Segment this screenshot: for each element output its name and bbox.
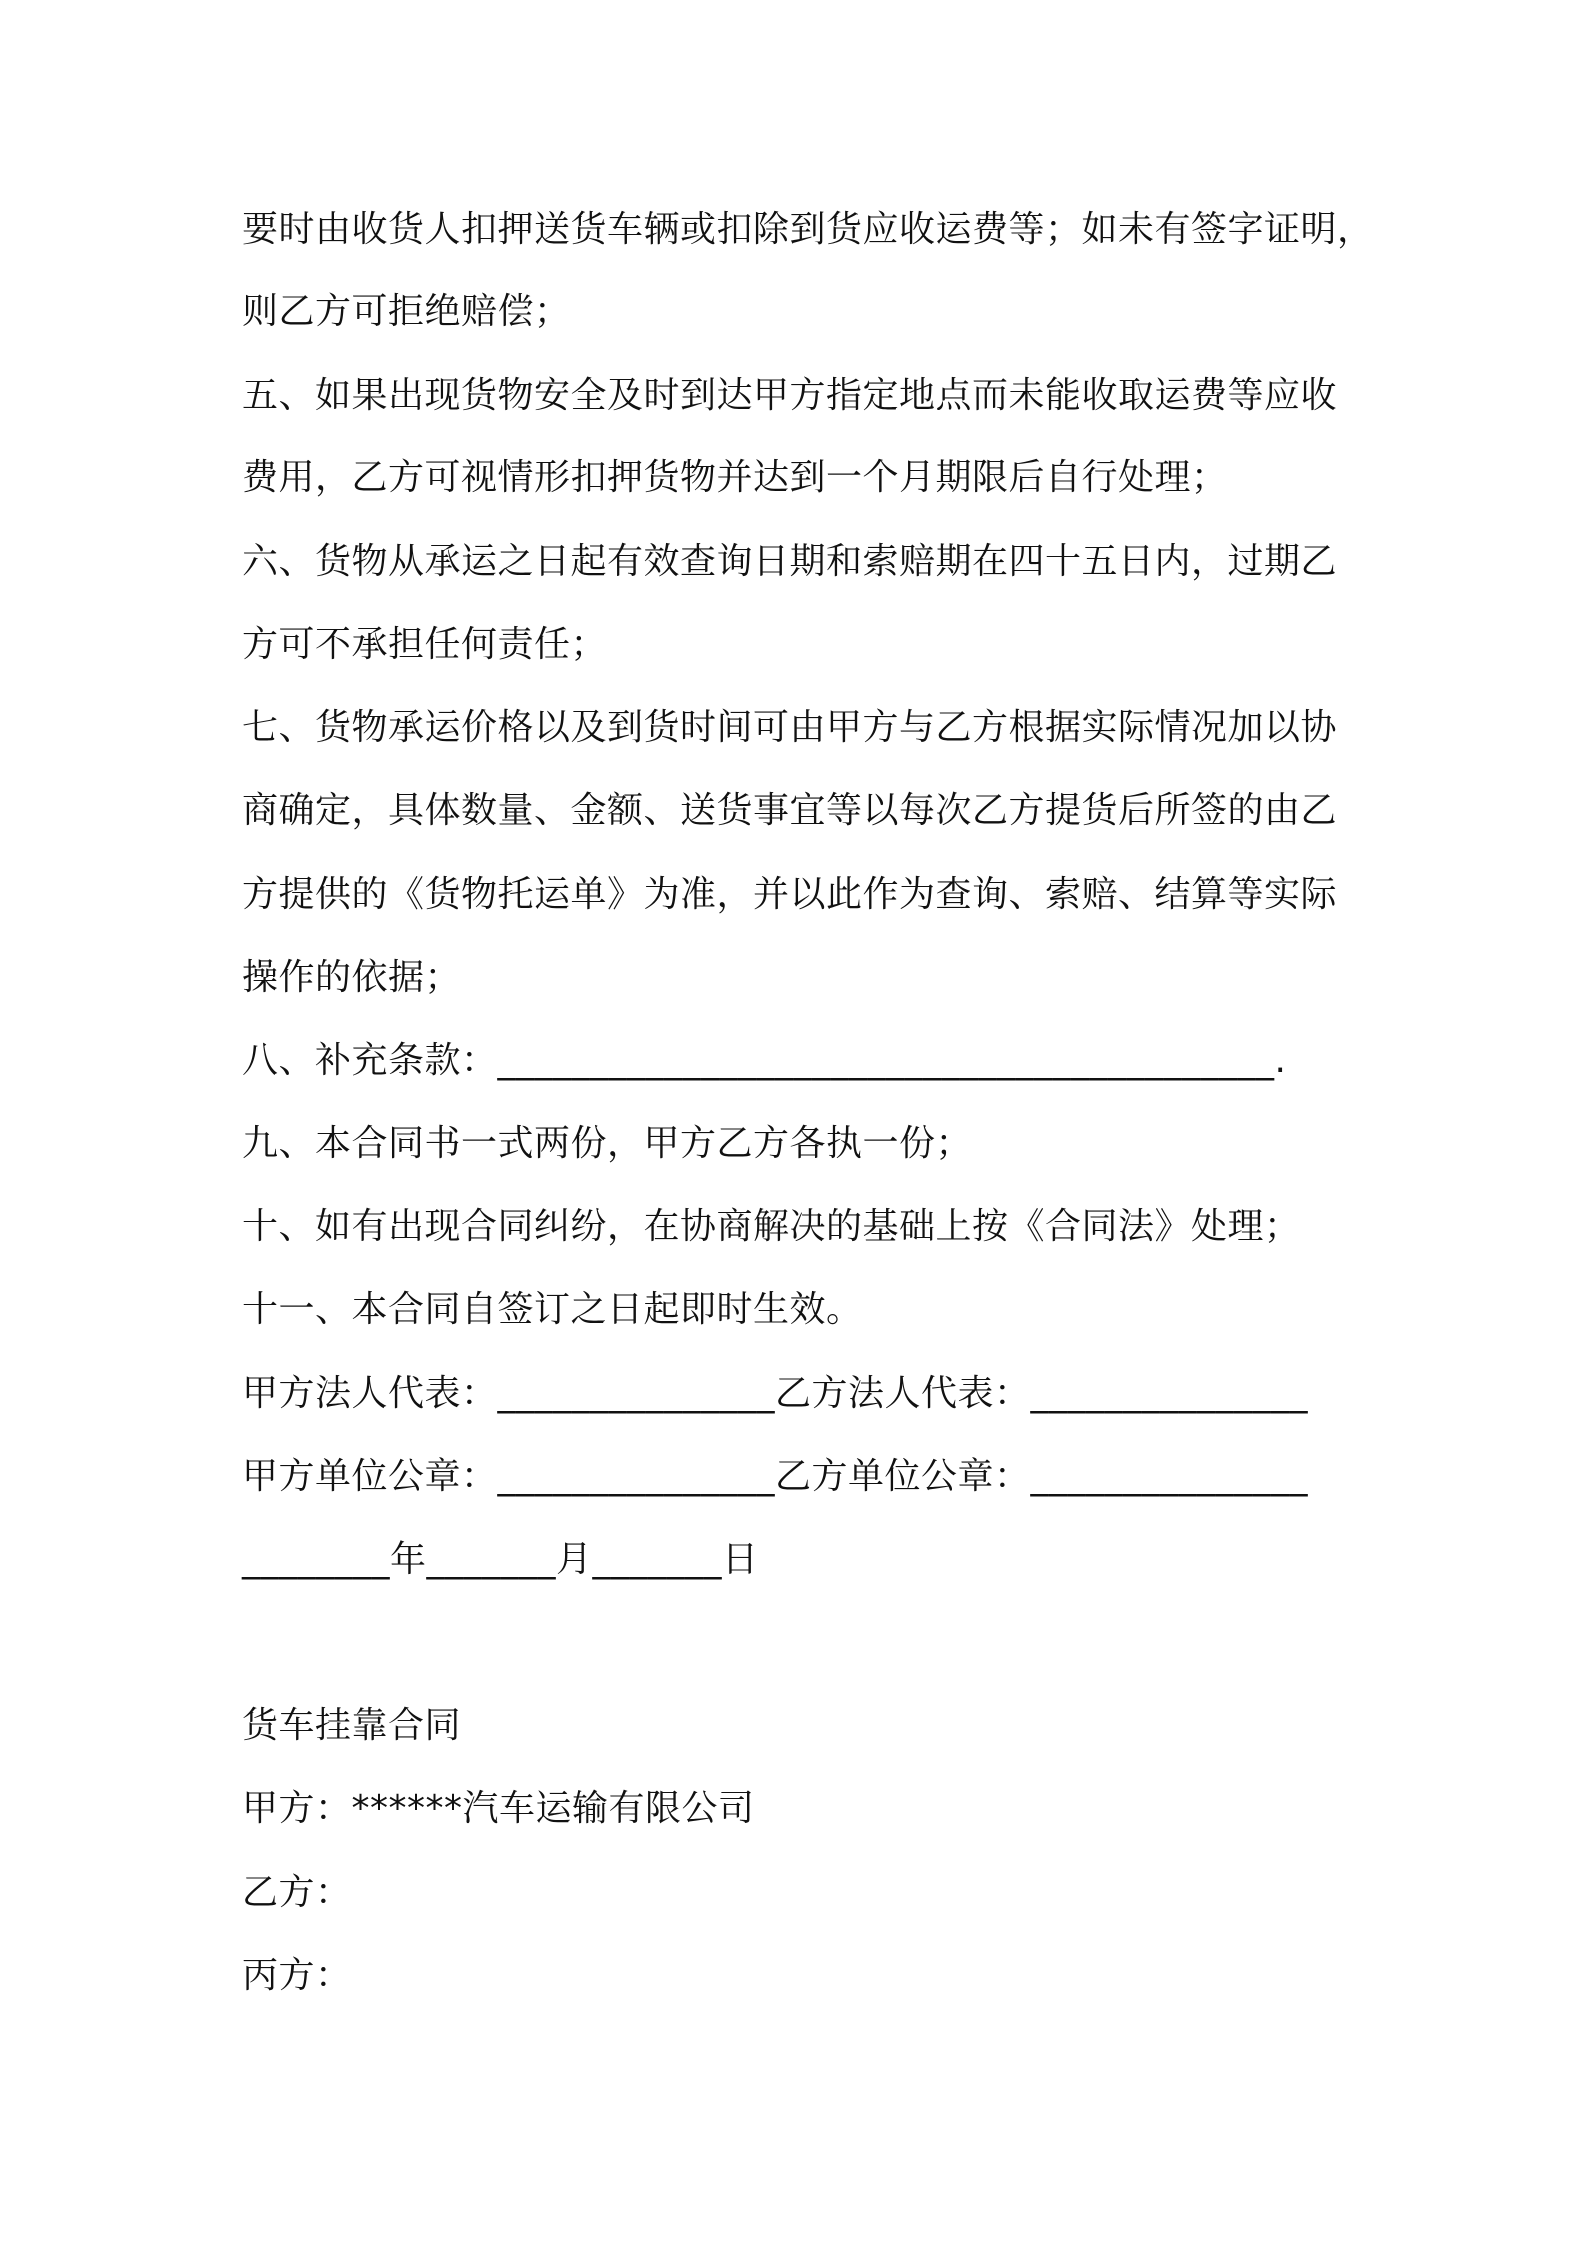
text-line: 费用，乙方可视情形扣押货物并达到一个月期限后自行处理； — [242, 457, 1228, 498]
text-line: 则乙方可拒绝赔偿； — [242, 291, 571, 332]
contract-title: 货车挂靠合同 — [242, 1705, 462, 1746]
party-b: 乙方： — [242, 1872, 352, 1913]
text-line: 要时由收货人扣押送货车辆或扣除到货应收运费等；如未有签字证明， — [242, 209, 1374, 250]
clause-11: 十一、本合同自签订之日起即时生效。 — [242, 1289, 863, 1330]
clause-6: 六、货物从承运之日起有效查询日期和索赔期在四十五日内，过期乙 — [242, 541, 1338, 582]
signature-seals: 甲方单位公章：_______________乙方单位公章：_______________ — [242, 1456, 1309, 1497]
text-line: 方可不承担任何责任； — [242, 624, 608, 665]
clause-10: 十、如有出现合同纠纷，在协商解决的基础上按《合同法》处理； — [242, 1206, 1301, 1247]
text-line: 操作的依据； — [242, 957, 462, 998]
signature-date: ________年_______月_______日 — [242, 1539, 759, 1580]
clause-7: 七、货物承运价格以及到货时间可由甲方与乙方根据实际情况加以协 — [242, 707, 1338, 748]
clause-5: 五、如果出现货物安全及时到达甲方指定地点而未能收取运费等应收 — [242, 375, 1338, 416]
clause-8: 八、补充条款：__________________________________________. — [242, 1040, 1287, 1081]
clause-9: 九、本合同书一式两份，甲方乙方各执一份； — [242, 1123, 973, 1164]
party-c: 丙方： — [242, 1955, 352, 1996]
text-line: 商确定，具体数量、金额、送货事宜等以每次乙方提货后所签的由乙 — [242, 790, 1338, 831]
party-a: 甲方：******汽车运输有限公司 — [242, 1788, 755, 1829]
signature-representatives: 甲方法人代表：_______________乙方法人代表：_______________ — [242, 1373, 1309, 1414]
text-line: 方提供的《货物托运单》为准，并以此作为查询、索赔、结算等实际 — [242, 874, 1338, 915]
